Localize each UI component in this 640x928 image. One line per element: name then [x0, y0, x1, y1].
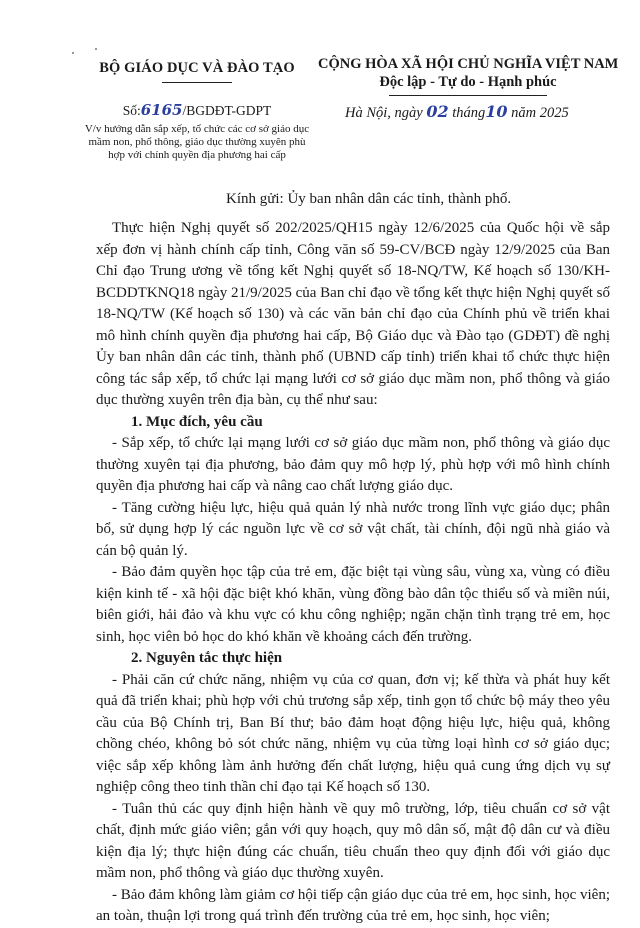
doc-number-handwritten: 6165	[140, 101, 183, 119]
date-prefix: Hà Nội, ngày	[345, 105, 423, 121]
section-2-title: 2. Nguyên tắc thực hiện	[131, 650, 283, 666]
doc-number-prefix: Số:	[122, 103, 141, 118]
section-1-paragraph: - Bảo đảm quyền học tập của trẻ em, đặc biệt tại vùng sâu, vùng xa, vùng có điều kiện kinh tế - xã hội đặc biệt khó khăn, vùng đồng bào dân tộc thiểu số và miền núi, biên giới, hải đảo và khu vực có khu công nghiệp; ngăn chặn tình trạng trẻ em, học sinh, học viên bỏ học do khó khăn về khoảng cách đến trường.	[96, 564, 610, 645]
document-number	[82, 101, 312, 119]
ministry-name: BỘ GIÁO DỤC VÀ ĐÀO TẠO	[99, 60, 295, 76]
motto-underline	[389, 95, 547, 96]
section-2-paragraph: - Tuân thủ các quy định hiện hành về quy mô trường, lớp, tiêu chuẩn cơ sở vật chất, định mức giáo viên; gắn với quy hoạch, quy mô dân số, mật độ dân cư và điều kiện địa lý; thực hiện đúng các chuẩn, tiêu chuẩn theo quy định đối với giáo dục mầm non, phổ thông và giáo dục thường xuyên.	[96, 800, 610, 881]
doc-number-suffix: /BGDĐT-GDPT	[182, 103, 272, 118]
section-2-paragraph: - Phải căn cứ chức năng, nhiệm vụ của cơ quan, đơn vị; kế thừa và phát huy kết quả đã triển khai; phù hợp với chủ trương sắp xếp, tinh gọn tổ chức bộ máy theo yêu cầu của Bộ Chính trị, Ban Bí thư; bảo đảm hoạt động hiệu lực, hiệu quả, không chồng chéo, không bỏ sót chức năng, nhiệm vụ của từng loại hình cơ sở giáo dục; việc sắp xếp không làm ảnh hưởng đến chất lượng, hiệu quả cung ứng dịch vụ sự nghiệp công theo tinh thần chỉ đạo tại Kế hoạch số 130.	[96, 671, 610, 795]
issuer-block	[82, 60, 312, 162]
national-header	[318, 56, 618, 96]
salutation: Kính gửi: Ủy ban nhân dân các tỉnh, thành phố.	[226, 191, 512, 207]
scan-speck	[95, 48, 97, 50]
date-month-label: tháng	[452, 105, 486, 121]
section-1-title: 1. Mục đích, yêu cầu	[131, 413, 263, 430]
document-body	[96, 218, 610, 928]
date-month-handwritten: 10	[485, 102, 508, 121]
document-subject: V/v hướng dẫn sắp xếp, tổ chức các cơ sở giáo dục mầm non, phổ thông, giáo dục thường xuyên phù hợp với chính quyền địa phương hai cấp	[84, 123, 310, 161]
intro-paragraph: Thực hiện Nghị quyết số 202/2025/QH15 ngày 12/6/2025 của Quốc hội về sắp xếp đơn vị hành chính cấp tỉnh, Công văn số 59-CV/BCĐ ngày 12/9/2025 của Ban Chỉ đạo Trung ương về tổng kết Nghị quyết số 18-NQ/TW, Kế hoạch số 130/KH-BCDDTKNQ18 ngày 21/9/2025 của Ban chỉ đạo về tổng kết thực hiện Nghị quyết số 18-NQ/TW (Kế hoạch số 130) và các văn bản chỉ đạo của Chính phủ về triển khai mô hình chính quyền địa phương hai cấp, Bộ Giáo dục và Đào tạo (GDĐT) đề nghị Ủy ban nhân dân các tỉnh, thành phố (UBND cấp tỉnh) triển khai tổ chức thực hiện công tác sắp xếp, tổ chức lại mạng lưới cơ sở giáo dục mầm non, phổ thông và giáo dục thường xuyên trên địa bàn, cụ thể như sau:	[96, 220, 610, 408]
ministry-underline	[162, 82, 232, 83]
national-motto: Độc lập - Tự do - Hạnh phúc	[379, 74, 557, 90]
scan-speck	[72, 52, 74, 54]
section-1-paragraph: - Tăng cường hiệu lực, hiệu quả quản lý nhà nước trong lĩnh vực giáo dục; phân bổ, sử dụng hợp lý các nguồn lực về cơ sở vật chất, tài chính, đội ngũ nhà giáo và cán bộ quản lý.	[96, 499, 610, 559]
section-2-paragraph: - Bảo đảm không làm giảm cơ hội tiếp cận giáo dục của trẻ em, học sinh, học viên; an toàn, thuận lợi trong quá trình đến trường của trẻ em, học sinh, học viên;	[96, 886, 610, 924]
date-day-handwritten: 02	[426, 102, 449, 121]
date-suffix: năm 2025	[511, 105, 569, 121]
document-date	[345, 102, 569, 122]
country-name: CỘNG HÒA XÃ HỘI CHỦ NGHĨA VIỆT NAM	[318, 56, 619, 72]
section-1-paragraph: - Sắp xếp, tổ chức lại mạng lưới cơ sở giáo dục mầm non, phổ thông và giáo dục thường xuyên tại địa phương, bảo đảm quy mô hợp lý, phù hợp với mô hình chính quyền địa phương hai cấp và nâng cao chất lượng giáo dục.	[96, 435, 610, 494]
